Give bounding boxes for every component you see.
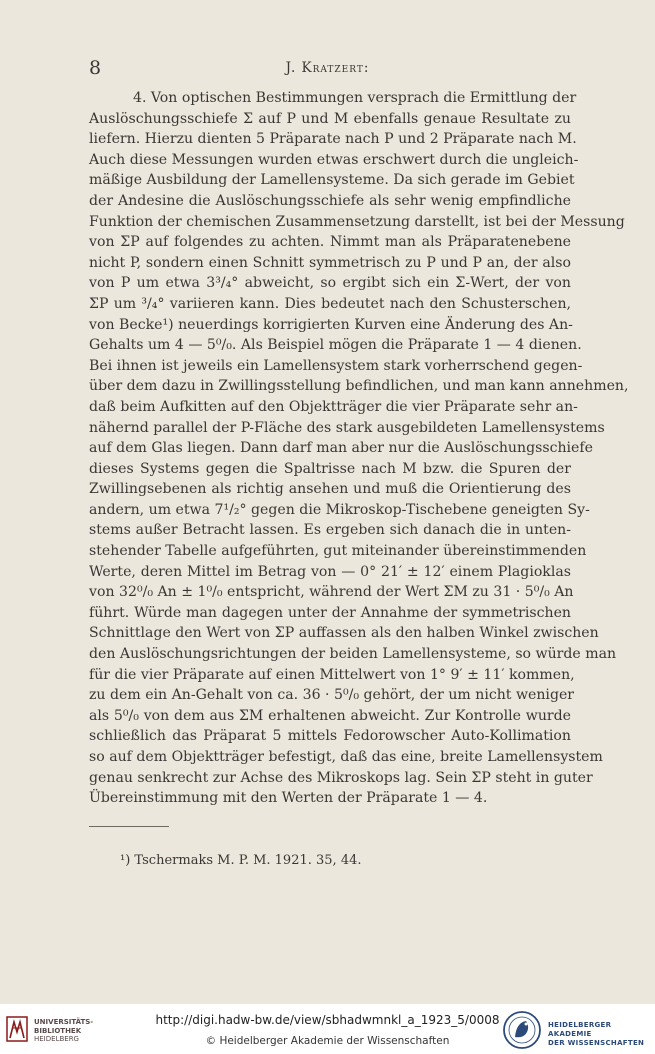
text-line: von Becke¹) neuerdings korrigierten Kurven eine Änderung des An- bbox=[89, 316, 573, 333]
text-line: nähernd parallel der P-Fläche des stark ausgebildeten Lamellensystems bbox=[89, 419, 605, 436]
text-line: Funktion der chemischen Zusammensetzung darstellt, ist bei der Messung bbox=[89, 213, 625, 230]
text-line: Auch diese Messungen wurden etwas erschwert durch die ungleich- bbox=[89, 151, 579, 168]
text-line: der Andesine die Auslöschungsschiefe als sehr wenig empfindliche bbox=[89, 192, 571, 209]
text-line: Bei ihnen ist jeweils ein Lamellensystem stark vorherrschend gegen- bbox=[89, 357, 583, 374]
text-line: dieses Systems gegen die Spaltrisse nach M bzw. die Spuren der bbox=[89, 460, 571, 477]
page-number: 8 bbox=[89, 57, 102, 79]
text-line: Übereinstimmung mit den Werten der Präparate 1 — 4. bbox=[89, 790, 488, 807]
digitization-footer bbox=[0, 1004, 655, 1054]
text-line: Auslöschungsschiefe Σ auf P und M ebenfalls genaue Resultate zu bbox=[89, 110, 571, 127]
text-line: als 5⁰/₀ von dem aus ΣM erhaltenen abweicht. Zur Kontrolle wurde bbox=[89, 707, 571, 724]
text-line: ΣP um ³/₄° variieren kann. Dies bedeutet nach den Schusterschen, bbox=[89, 295, 571, 312]
copyright-notice: © Heidelberger Akademie der Wissenschaften bbox=[205, 1035, 450, 1047]
text-line: Werte, deren Mittel im Betrag von — 0° 21′ ± 12′ einem Plagioklas bbox=[89, 563, 571, 580]
text-line: von P um etwa 3³/₄° abweicht, so ergibt sich ein Σ-Wert, der von bbox=[89, 275, 571, 292]
university-library-name: UNIVERSITÄTS- BIBLIOTHEK HEIDELBERG bbox=[34, 1018, 94, 1043]
text-line: genau senkrecht zur Achse des Mikroskops lag. Sein ΣP steht in guter bbox=[89, 769, 593, 786]
footnote-divider bbox=[89, 826, 169, 827]
academy-name: HEIDELBERGER AKADEMIE DER WISSENSCHAFTEN bbox=[548, 1021, 645, 1047]
text-line: Schnittlage den Wert von ΣP auffassen als den halben Winkel zwischen bbox=[89, 625, 599, 642]
text-line: 4. Von optischen Bestimmungen versprach die Ermittlung der bbox=[133, 90, 577, 106]
text-line: mäßige Ausbildung der Lamellensysteme. Da sich gerade im Gebiet bbox=[89, 172, 575, 189]
text-line: liefern. Hierzu dienten 5 Präparate nach P und 2 Präparate nach M. bbox=[89, 131, 577, 148]
text-line: den Auslöschungsrichtungen der beiden Lamellensysteme, so würde man bbox=[89, 646, 617, 663]
text-line: schließlich das Präparat 5 mittels Fedorowscher Auto-Kollimation bbox=[89, 728, 571, 745]
footnote: ¹) Tschermaks M. P. M. 1921. 35, 44. bbox=[120, 853, 362, 868]
text-line: so auf dem Objektträger befestigt, daß das eine, breite Lamellensystem bbox=[89, 749, 603, 765]
text-line: nicht P, sondern einen Schnitt symmetrisch zu P und P an, der also bbox=[89, 254, 571, 271]
running-head: J. Kratzert: bbox=[285, 60, 370, 76]
text-line: Zwillingsebenen als richtig ansehen und muß die Orientierung des bbox=[89, 481, 571, 498]
text-line: von ΣP auf folgendes zu achten. Nimmt man als Präparatenebene bbox=[89, 234, 571, 251]
permalink-url[interactable]: http://digi.hadw-bw.de/view/sbhadwmnkl_a_1923_5/0008 bbox=[155, 1013, 500, 1027]
text-line: über dem dazu in Zwillingsstellung befindlichen, und man kann annehmen, bbox=[89, 378, 629, 395]
body-text bbox=[89, 88, 629, 809]
text-line: auf dem Glas liegen. Dann darf man aber nur die Auslöschungsschiefe bbox=[89, 440, 593, 457]
text-line: zu dem ein An-Gehalt von ca. 36 · 5⁰/₀ gehört, der um nicht weniger bbox=[89, 687, 575, 704]
text-line: stehender Tabelle aufgeführten, gut miteinander übereinstimmenden bbox=[89, 543, 587, 560]
academy-seal-icon bbox=[502, 1010, 542, 1050]
text-line: stems außer Betracht lassen. Es ergeben sich danach die in unten- bbox=[89, 522, 571, 539]
text-line: daß beim Aufkitten auf den Objektträger die vier Präparate sehr an- bbox=[89, 398, 578, 415]
text-line: andern, um etwa 7¹/₂° gegen die Mikroskop-Tischebene geneigten Sy- bbox=[89, 501, 590, 518]
text-line: führt. Würde man dagegen unter der Annahme der symmetrischen bbox=[89, 604, 571, 621]
text-line: von 32⁰/₀ An ± 1⁰/₀ entspricht, während der Wert ΣM zu 31 · 5⁰/₀ An bbox=[89, 584, 574, 601]
text-line: für die vier Präparate auf einen Mittelwert von 1° 9′ ± 11′ kommen, bbox=[89, 666, 575, 683]
text-line: Gehalts um 4 — 5⁰/₀. Als Beispiel mögen die Präparate 1 — 4 dienen. bbox=[89, 337, 582, 354]
